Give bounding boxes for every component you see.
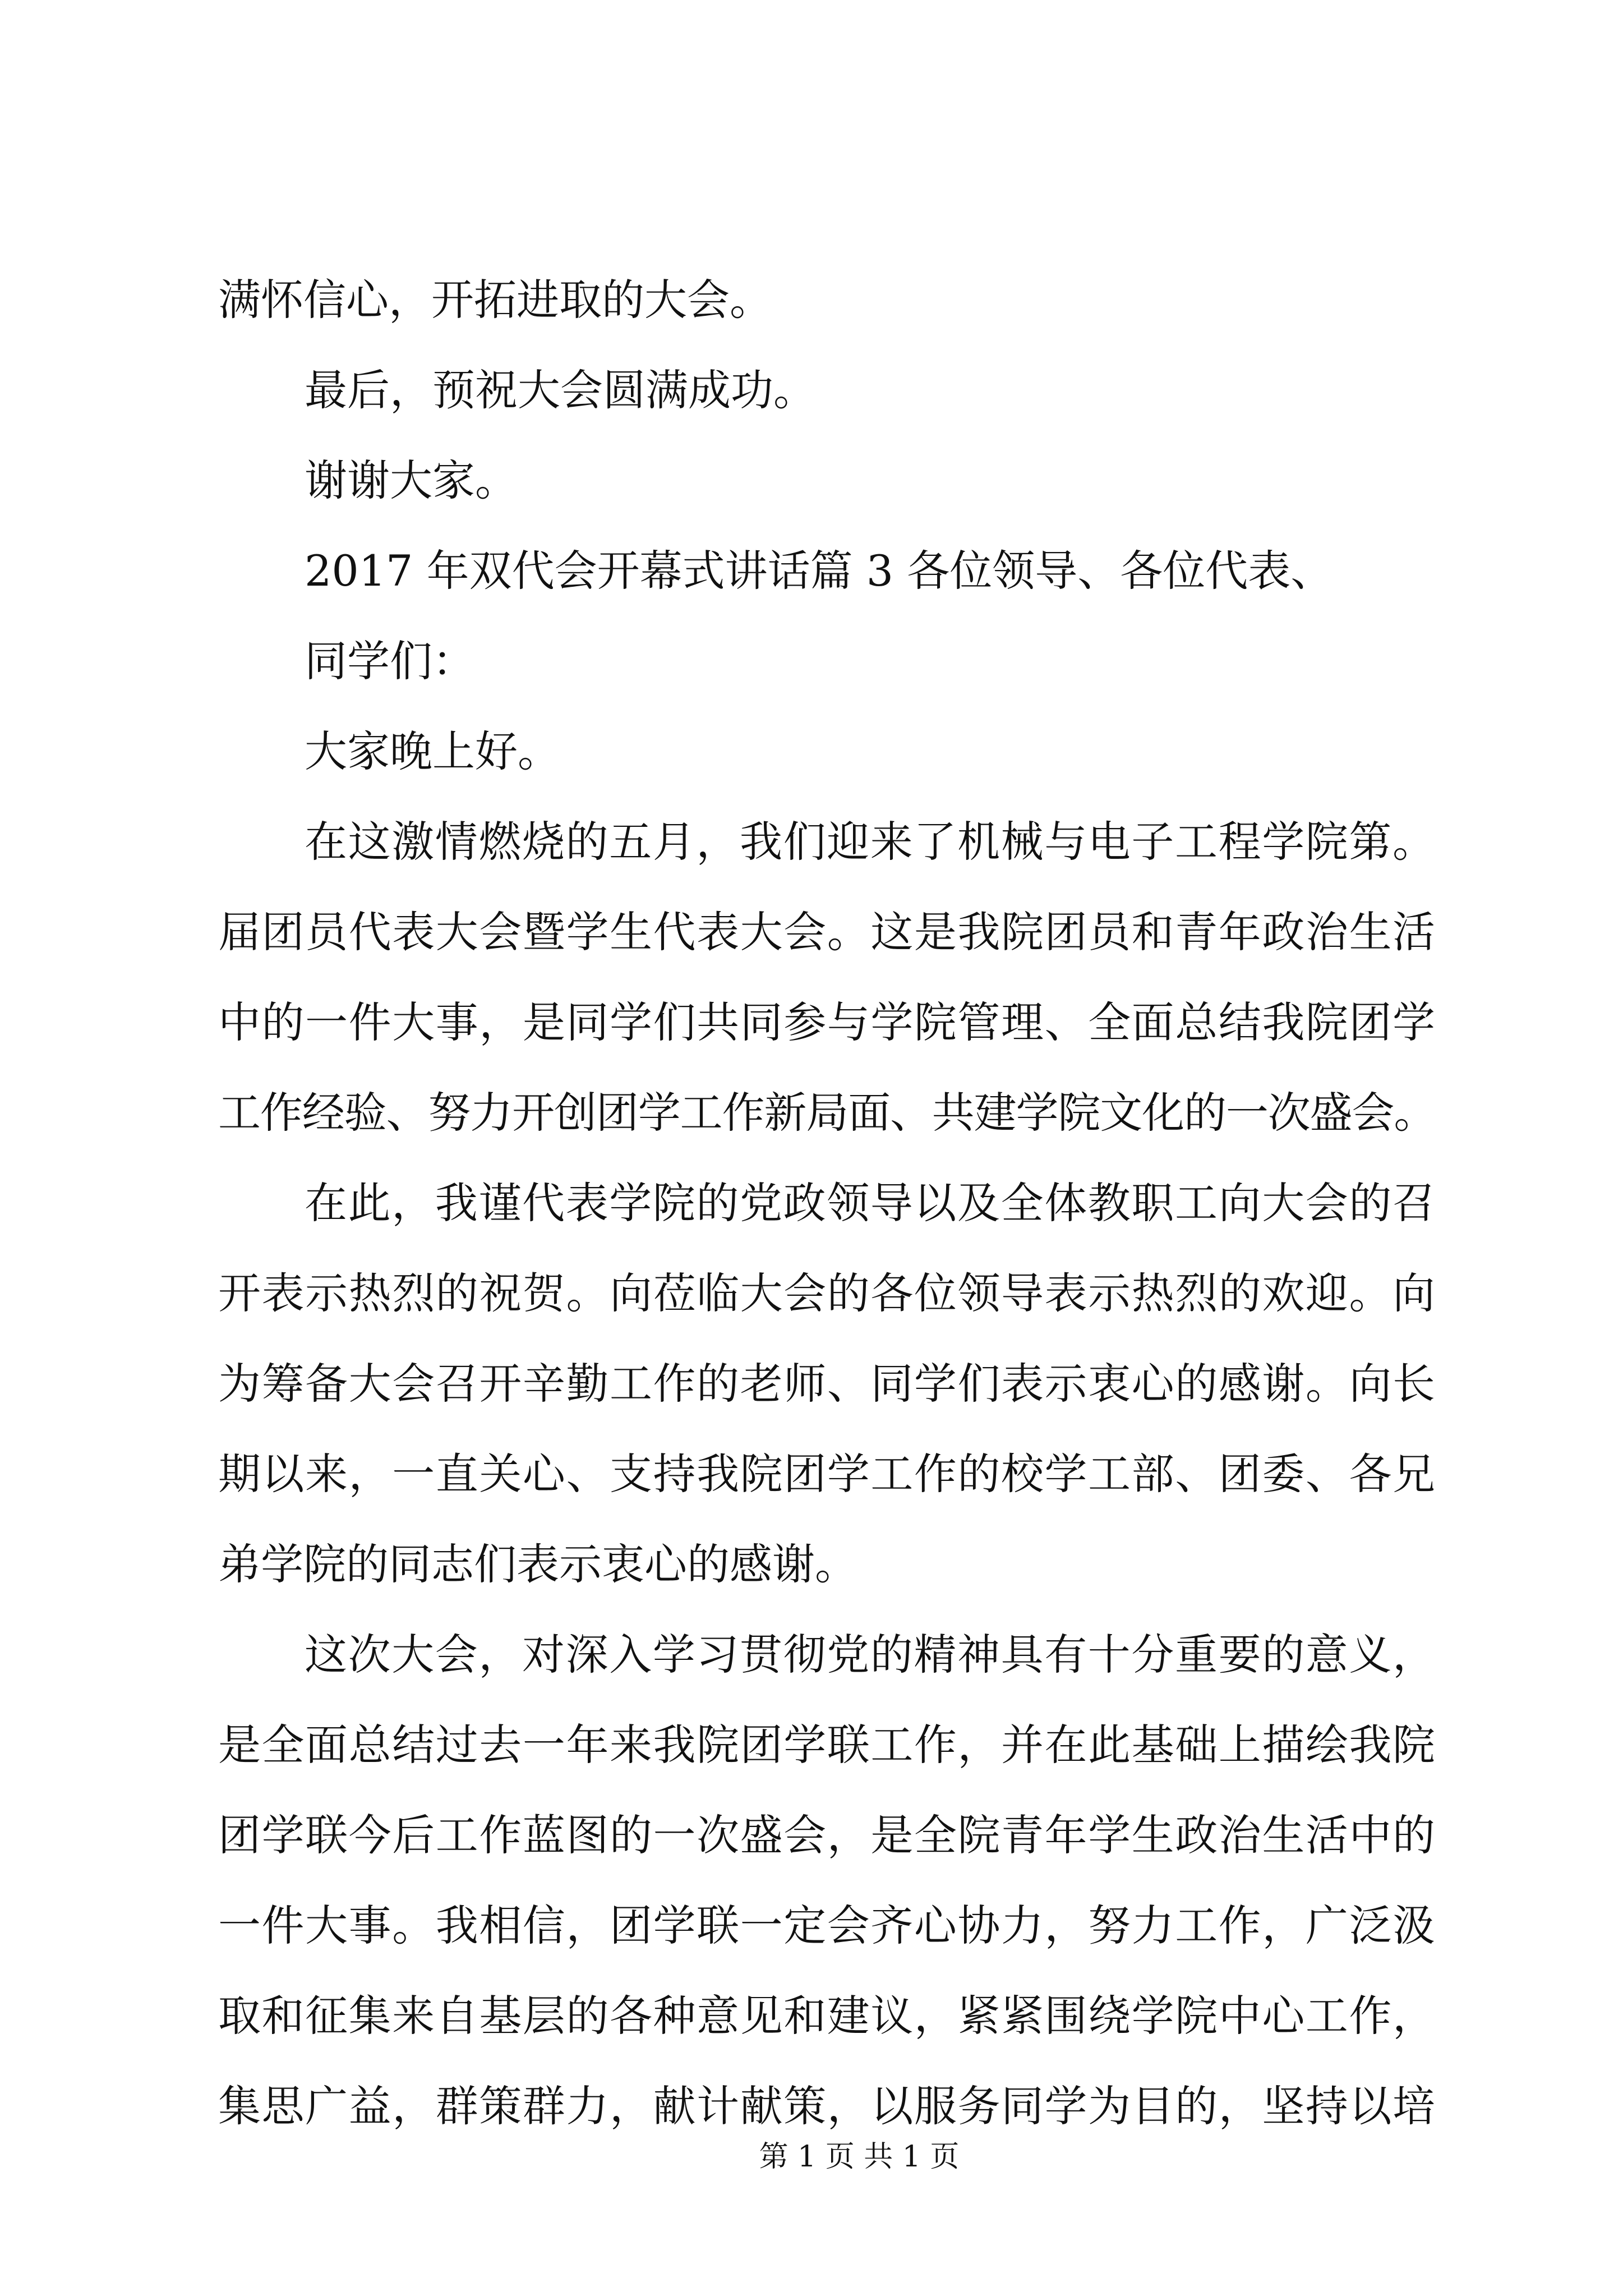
text-line: 弟学院的同志们表示衷心的感谢。 [218, 1539, 857, 1589]
text-line: 2017 年双代会开幕式讲话篇 3 各位领导、各位代表、 [305, 546, 1334, 596]
paragraph-salutation [218, 616, 1435, 706]
page-footer [663, 2137, 1055, 2177]
text-line: 这次大会，对深入学习贯彻党的精神具有十分重要的意义， [305, 1630, 1435, 1680]
text-line: 一件大事。我相信，团学联一定会齐心协力，努力工作，广泛汲 [218, 1901, 1435, 1950]
text-line: 开表示热烈的祝贺。向莅临大会的各位领导表示热烈的欢迎。向 [218, 1268, 1435, 1318]
text-line: 集思广益，群策群力，献计献策，以服务同学为目的，坚持以培 [218, 2081, 1435, 2131]
text-line: 团学联今后工作蓝图的一次盛会，是全院青年学生政治生活中的 [218, 1810, 1435, 1860]
text-line: 届团员代表大会暨学生代表大会。这是我院团员和青年政治生活 [218, 907, 1435, 957]
paragraph-thanks [218, 435, 1435, 526]
text-line: 同学们： [305, 636, 475, 686]
text-line: 取和征集来自基层的各种意见和建议，紧紧围绕学院中心工作， [218, 1991, 1435, 2041]
text-line: 中的一件大事，是同学们共同参与学院管理、全面总结我院团学 [218, 997, 1435, 1047]
paragraph-speech-heading [218, 526, 1435, 616]
text-line: 期以来，一直关心、支持我院团学工作的校学工部、团委、各兄 [218, 1449, 1435, 1499]
document-body [218, 255, 1435, 2151]
text-line: 是全面总结过去一年来我院团学联工作，并在此基础上描绘我院 [218, 1720, 1435, 1770]
text-line: 大家晚上好。 [305, 726, 560, 776]
text-line: 为筹备大会召开辛勤工作的老师、同学们表示衷心的感谢。向长 [218, 1359, 1435, 1409]
paragraph-opening [218, 797, 1435, 1158]
text-line: 最后，预祝大会圆满成功。 [305, 365, 816, 415]
page-number-label: 第 1 页 共 1 页 [759, 2140, 960, 2174]
text-line: 工作经验、努力开创团学工作新局面、共建学院文化的一次盛会。 [218, 1088, 1435, 1138]
text-line: 满怀信心，开拓进取的大会。 [218, 275, 772, 325]
text-line: 在这激情燃烧的五月，我们迎来了机械与电子工程学院第。 [305, 817, 1435, 867]
text-line: 在此，我谨代表学院的党政领导以及全体教职工向大会的召 [305, 1178, 1435, 1228]
paragraph-significance [218, 1609, 1435, 2151]
text-line: 谢谢大家。 [305, 455, 518, 505]
paragraph-greeting [218, 706, 1435, 797]
paragraph-closing-wish [218, 345, 1435, 435]
paragraph-continuation [218, 255, 1435, 345]
paragraph-congratulations [218, 1158, 1435, 1609]
